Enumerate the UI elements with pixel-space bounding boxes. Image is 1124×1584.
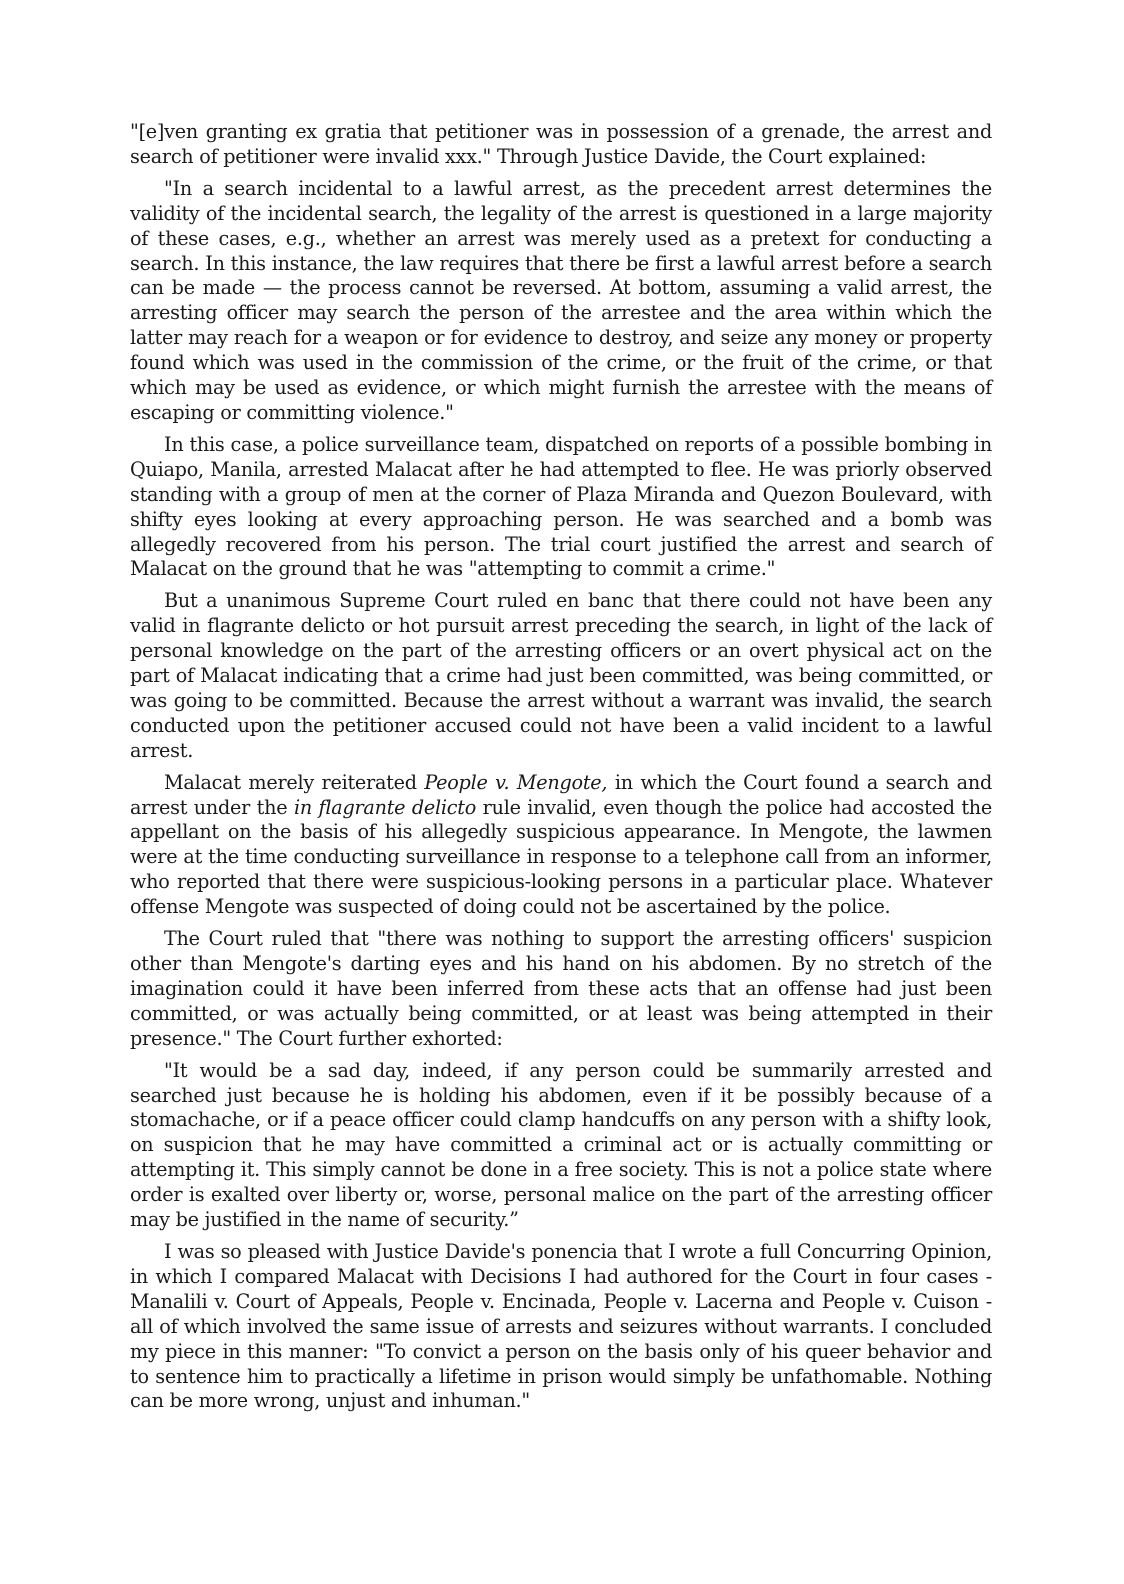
paragraph-text: Malacat merely reiterated	[164, 770, 425, 794]
paragraph-text: "[e]ven granting ex gratia that petitioner was in possession of a grenade, the arrest and search of petitioner were invalid xxx." Through Justice Davide, the Court explained:	[130, 120, 992, 168]
paragraph-text: rule invalid, even though the police had accosted the appellant on the basis of his allegedly suspicious appearance. In Mengote, the lawmen were at the time conducting surveillance in response to a telephone call from an informer, who reported that there were suspicious-looking persons in a particular place. Whatever offense Mengote was suspected of doing could not be ascertained by the police.	[130, 795, 992, 919]
paragraph-text: The Court ruled that "there was nothing to support the arresting officers' suspicion other than Mengote's darting eyes and his hand on his abdomen. By no stretch of the imagination could it have been inferred from these acts that an offense had just been committed, or was actually being committed, or at least was being attempted in their presence." The Court further exhorted:	[130, 927, 992, 1050]
body-paragraph	[130, 120, 992, 170]
italic-citation: in flagrante delicto	[293, 795, 477, 819]
italic-citation: People v. Mengote,	[424, 770, 608, 794]
paragraph-text: "In a search incidental to a lawful arrest, as the precedent arrest determines the validity of the incidental search, the legality of the arrest is questioned in a large majority of these cases, e.g., whether an arrest was merely used as a pretext for conducting a search. In this instance, the law requires that there be first a lawful arrest before a search can be made — the process cannot be reversed. At bottom, assuming a valid arrest, the arresting officer may search the person of the arrestee and the area within which the latter may reach for a weapon or for evidence to destroy, and seize any money or property found which was used in the commission of the crime, or the fruit of the crime, or that which may be used as evidence, or which might furnish the arrestee with the means of escaping or committing violence."	[130, 176, 992, 424]
paragraph-text: I was so pleased with Justice Davide's ponencia that I wrote a full Concurring Opinion, in which I compared Malacat with Decisions I had authored for the Court in four cases - Manalili v. Court of Appeals, People v. Encinada, People v. Lacerna and People v. Cuison - all of which involved the same issue of arrests and seizures without warrants. I concluded my piece in this manner: "To convict a person on the basis only of his queer behavior and to sentence him to practically a lifetime in prison would simply be unfathomable. Nothing can be more wrong, unjust and inhuman."	[130, 1239, 992, 1413]
body-paragraph	[130, 771, 992, 920]
paragraph-text: in which the Court found a search and arrest under the	[130, 770, 992, 819]
body-paragraph	[130, 433, 992, 582]
paragraph-text: "It would be a sad day, indeed, if any person could be summarily arrested and searched just because he is holding his abdomen, even if it be possibly because of a stomachache, or if a peace officer could clamp handcuffs on any person with a shifty look, on suspicion that he may have committed a criminal act or is actually committing or attempting it. This simply cannot be done in a free society. This is not a police state where order is exalted over liberty or, worse, personal malice on the part of the arresting officer may be justified in the name of security.”	[130, 1058, 992, 1232]
paragraph-text: In this case, a police surveillance team, dispatched on reports of a possible bombing in Quiapo, Manila, arrested Malacat after he had attempted to flee. He was priorly observed standing with a group of men at the corner of Plaza Miranda and Quezon Boulevard, with shifty eyes looking at every approaching person. He was searched and a bomb was allegedly recovered from his person. The trial court justified the arrest and search of Malacat on the ground that he was "attempting to commit a crime."	[130, 432, 992, 581]
body-paragraph	[130, 927, 992, 1052]
body-paragraph	[130, 1240, 992, 1414]
body-paragraph	[130, 589, 992, 763]
body-paragraph	[130, 177, 992, 426]
document-page	[130, 120, 992, 1421]
body-paragraph	[130, 1059, 992, 1233]
paragraph-text: But a unanimous Supreme Court ruled en banc that there could not have been any valid in flagrante delicto or hot pursuit arrest preceding the search, in light of the lack of personal knowledge on the part of the arresting officers or an overt physical act on the part of Malacat indicating that a crime had just been committed, was being committed, or was going to be committed. Because the arrest without a warrant was invalid, the search conducted upon the petitioner accused could not have been a valid incident to a lawful arrest.	[130, 589, 992, 762]
